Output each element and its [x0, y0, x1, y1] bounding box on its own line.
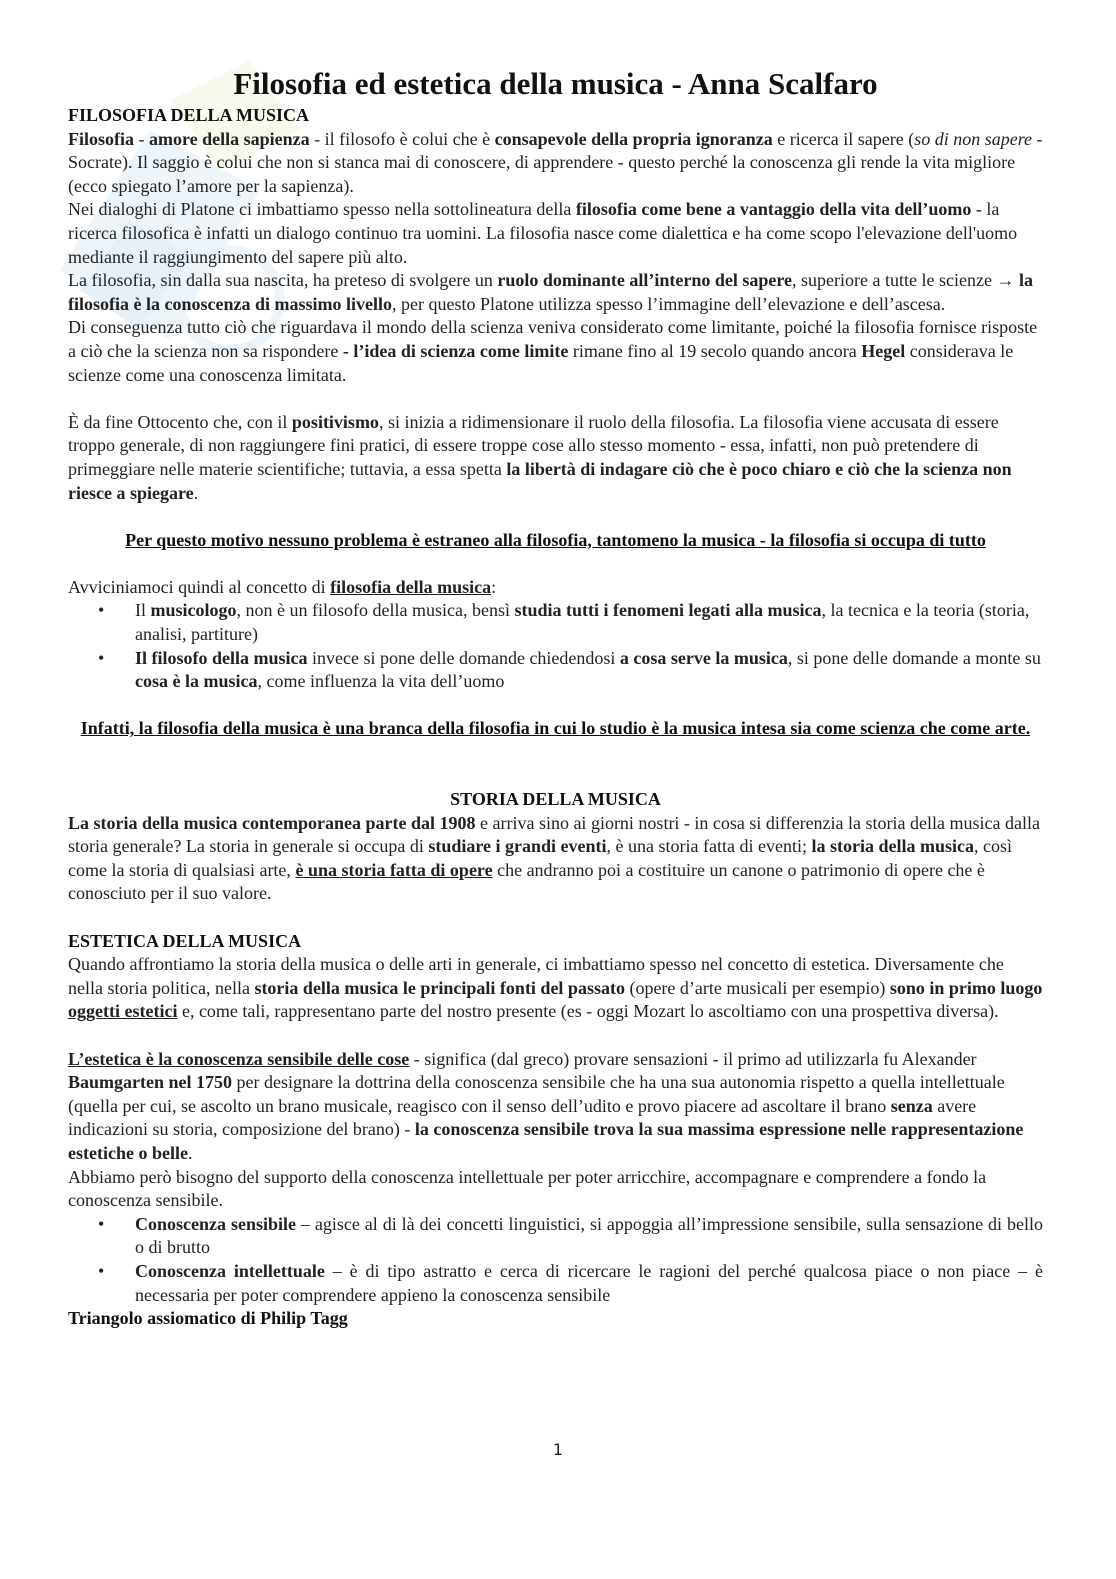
text-run: È da fine Ottocento che, con il	[68, 411, 292, 432]
section-heading-filosofia: FILOSOFIA DELLA MUSICA	[68, 105, 310, 125]
text-run: studiare i grandi eventi	[428, 836, 607, 857]
text-run: e arriva sino ai giorni nostri - in cosa si differenzia la storia della musica dalla storia generale? La storia in generale si occupa di	[68, 812, 1040, 857]
text-run: musicologo	[150, 600, 237, 621]
text-run: , si inizia a ridimensionare il ruolo della filosofia. La filosofia viene accusata di essere troppo generale, di non raggiungere fini pratici, di essere troppe cose allo stesso momento - essa, infatti, non può pretendere di primeggiare nelle materie scientifiche; tuttavia, a essa spetta	[68, 411, 999, 479]
text-run: La storia della musica contemporanea parte dal 1908	[68, 812, 476, 833]
text-run: (opere d’arte musicali per esempio)	[624, 977, 890, 998]
text-run: - il filosofo è colui che è	[309, 128, 495, 149]
text-run: la filosofia è la conoscenza di massimo livello	[68, 270, 1033, 314]
subheading-triangolo: Triangolo assiomatico di Philip Tagg	[68, 1308, 348, 1329]
paragraph	[68, 1048, 1043, 1166]
text-run: , è una storia fatta di eventi;	[606, 836, 812, 857]
text-run: oggetti estetici	[68, 1001, 178, 1022]
text-run: per designare la dottrina della conoscenza sensibile che ha una sua autonomia rispetto a quella intellettuale (quella per cui, se ascolto un brano musicale, reagisco con il senso dell’udito e provo piacere ad ascoltare il brano	[68, 1072, 1005, 1116]
highlight-statement: Infatti, la filosofia della musica è una branca della filosofia in cui lo studio è la musica intesa sia come scienza che come arte.	[80, 718, 1031, 739]
text-run: -	[134, 128, 149, 149]
text-run: consapevole della propria ignoranza	[494, 128, 773, 149]
text-run: - significa (dal greco) provare sensazioni - il primo ad utilizzarla fu Alexander	[409, 1048, 977, 1069]
text-run: Quando affrontiamo la storia della musica o delle arti in generale, ci imbattiamo spesso nel concetto di estetica. Diversamente che nella storia politica, nella	[68, 954, 1004, 998]
text-run: positivismo	[291, 411, 379, 432]
text-run: Avviciniamoci quindi al concetto di	[68, 576, 331, 597]
text-run: Nei dialoghi di Platone ci imbattiamo spesso nella sottolineatura della	[68, 199, 576, 220]
paragraph	[68, 198, 1043, 269]
text-run: rimane fino al 19 secolo quando ancora	[568, 340, 862, 361]
text-run: , come influenza la vita dell’uomo	[257, 671, 505, 692]
text-run: , non è un filosofo della musica, bensì	[236, 600, 515, 621]
paragraph	[68, 128, 1043, 199]
text-run: Il	[135, 600, 151, 621]
text-run: L’estetica è la conoscenza sensibile delle cose	[68, 1048, 410, 1069]
text-run: Hegel	[861, 340, 906, 361]
text-run: – agisce al di là dei concetti linguistici, si appoggia all’impressione sensibile, sulla sensazione di bello o di brutto	[135, 1213, 1043, 1258]
bullet-list	[68, 1213, 1043, 1307]
list-item	[68, 647, 1043, 694]
list-item	[68, 599, 1043, 646]
text-run: - Socrate). Il saggio è colui che non si stanca mai di conoscere, di apprendere - questo perché la conoscenza gli rende la vita migliore (ecco spiegato l’amore per la sapienza).	[68, 128, 1043, 196]
text-run: – è di tipo astratto e cerca di ricercare le ragioni del perché qualcosa piace o non piace – è necessaria per poter comprendere appieno la conoscenza sensibile	[135, 1260, 1044, 1305]
text-run: la libertà di indagare ciò che è poco chiaro e ciò che la scienza non riesce a spiegare	[68, 458, 1012, 503]
text-run: so di non sapere	[914, 128, 1033, 149]
text-run: Baumgarten nel 1750	[68, 1072, 232, 1093]
bullet-list	[68, 599, 1043, 693]
text-run: amore della sapienza	[149, 128, 310, 149]
text-run: è una storia fatta di opere	[295, 859, 493, 880]
text-run: e, come tali, rappresentano parte del nostro presente (es - oggi Mozart lo ascoltiamo con una prospettiva diversa).	[177, 1001, 999, 1022]
text-run: filosofia come bene a vantaggio della vita dell’uomo	[575, 199, 972, 220]
text-run: , così come la storia di qualsiasi arte,	[68, 836, 1012, 880]
text-run: e ricerca il sapere (	[772, 128, 915, 149]
text-run: cosa è la musica	[135, 671, 258, 692]
highlight-statement: Per questo motivo nessuno problema è estraneo alla filosofia, tantomeno la musica - la filosofia si occupa di tutto	[125, 529, 986, 550]
paragraph	[68, 411, 1043, 505]
bullet-icon: •	[98, 1213, 105, 1234]
bullet-icon: •	[98, 600, 105, 621]
text-run: Di conseguenza tutto ciò che riguardava il mondo della scienza veniva considerato come limitante, poiché la filosofia fornisce risposte a ciò che la scienza non sa rispondere	[68, 317, 1038, 361]
paragraph	[68, 1166, 1043, 1213]
text-run: ruolo dominante all’interno del sapere	[497, 270, 793, 291]
list-item	[68, 1260, 1043, 1307]
bullet-icon: •	[98, 1260, 105, 1281]
paragraph	[68, 269, 1043, 316]
paragraph	[68, 953, 1043, 1024]
text-run: avere indicazioni su storia, composizione del brano) -	[68, 1095, 977, 1140]
list-item	[68, 1213, 1043, 1260]
text-run: , la tecnica e la teoria (storia, analisi, partiture)	[135, 600, 1030, 645]
document-title: Filosofia ed estetica della musica - Anna Scalfaro	[233, 66, 878, 101]
text-run: considerava le scienze come una conoscenza limitata.	[68, 340, 1014, 385]
page-number: 1	[552, 1440, 564, 1459]
text-run: la conoscenza sensibile trova la sua massima espressione nelle rappresentazione estetiche o belle	[68, 1119, 1024, 1163]
paragraph	[68, 316, 1043, 387]
text-run: .	[187, 1142, 193, 1163]
text-run: filosofia della musica	[330, 576, 492, 597]
text-run: storia della musica le principali fonti del passato	[254, 977, 625, 998]
text-run: - la ricerca filosofica è infatti un dialogo continuo tra uomini. La filosofia nasce come dialettica e ha come scopo l'elevazione dell'uomo mediante il raggiungimento del sapere più alto.	[68, 199, 1018, 267]
text-run: Conoscenza intellettuale	[135, 1260, 325, 1281]
paragraph	[68, 812, 1043, 906]
text-run: invece si pone delle domande chiedendosi	[307, 647, 620, 668]
section-heading-storia: STORIA DELLA MUSICA	[450, 789, 661, 810]
text-run: a cosa serve la musica	[619, 647, 788, 668]
text-run: Il filosofo della musica	[135, 647, 308, 668]
text-run: , per questo Platone utilizza spesso l’immagine dell’elevazione e dell’ascesa.	[391, 293, 946, 314]
text-run: Conoscenza sensibile	[135, 1213, 296, 1234]
text-run: :	[491, 576, 497, 597]
text-run: , si pone delle domande a monte su	[787, 647, 1041, 668]
text-run: - l’idea di scienza come limite	[342, 340, 569, 361]
text-run: senza	[890, 1095, 933, 1116]
text-run: studia tutti i fenomeni legati alla musica	[514, 600, 822, 621]
text-run: la storia della musica	[811, 836, 974, 857]
text-run: , superiore a tutte le scienze →	[792, 270, 1019, 291]
text-run: La filosofia, sin dalla sua nascita, ha preteso di svolgere un	[68, 270, 498, 291]
text-run: Abbiamo però bisogno del supporto della conoscenza intellettuale per poter arricchire, accompagnare e comprendere a fondo la conoscenza sensibile.	[68, 1166, 987, 1211]
paragraph	[68, 576, 1043, 600]
text-run: .	[193, 482, 199, 503]
text-run: Filosofia	[68, 128, 134, 149]
text-run: che andranno poi a costituire un canone o patrimonio di opere che è conosciuto per il suo valore.	[68, 859, 985, 904]
bullet-icon: •	[98, 647, 105, 668]
section-heading-estetica: ESTETICA DELLA MUSICA	[68, 930, 302, 951]
text-run: sono in primo luogo	[889, 977, 1043, 998]
document-content	[68, 64, 1043, 1331]
